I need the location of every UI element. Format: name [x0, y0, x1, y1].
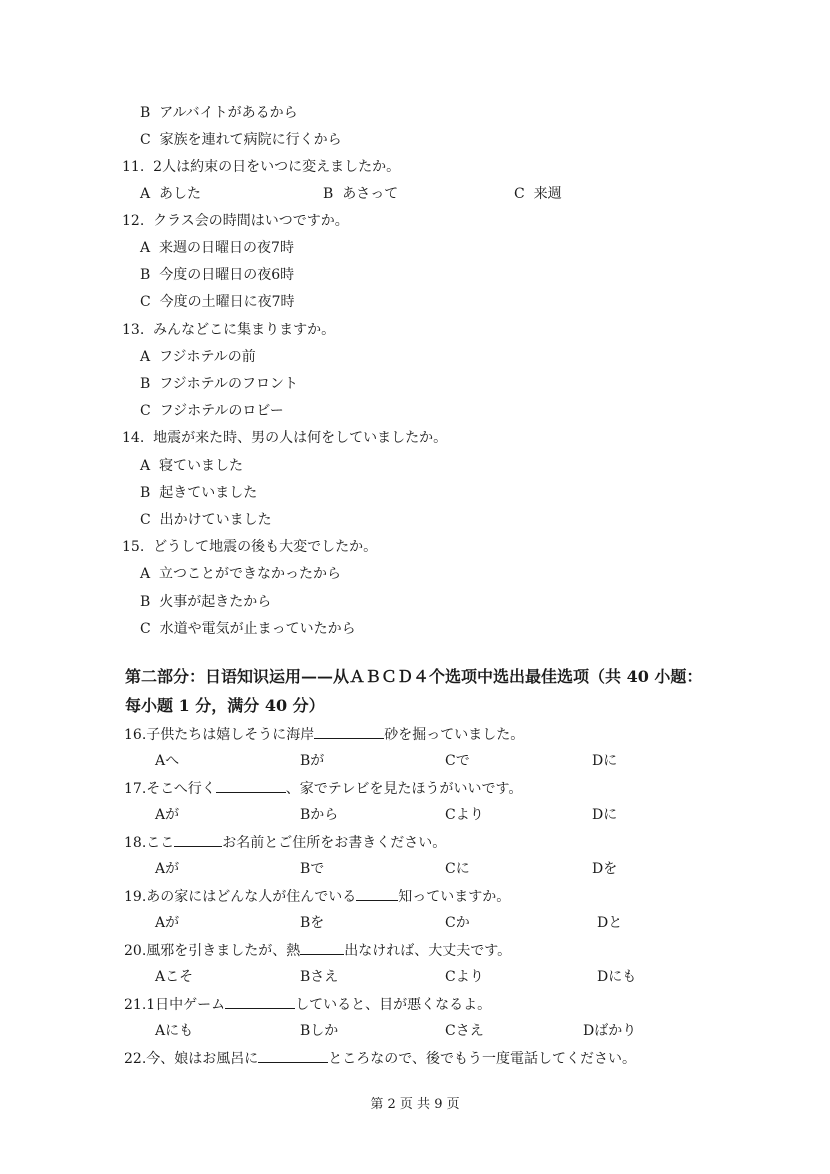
q18-option-b: Bで: [300, 861, 325, 877]
question-11: 11. 2人は約束の日をいつに変えましたか。: [122, 159, 401, 175]
q19-option-d: Dと: [597, 915, 623, 931]
q13-option-a: A フジホテルの前: [140, 349, 256, 365]
q19-option-b: Bを: [300, 915, 325, 931]
question-22: 22.今、娘はお風呂に ところなので、後でもう一度電話してください。: [124, 1048, 636, 1069]
q21-option-c: Cさえ: [445, 1023, 484, 1039]
q14-option-b: B 起きていました: [140, 485, 258, 501]
q14-option-c: C 出かけていました: [140, 512, 272, 528]
q11-option-b: B あさって: [323, 186, 399, 202]
question-15: 15. どうして地震の後も大変でしたか。: [122, 539, 378, 555]
answer-blank: [300, 940, 344, 955]
question-21: 21.1日中ゲーム していると、目が悪くなるよ。: [124, 994, 491, 1015]
q14-option-a: A 寝ていました: [140, 458, 244, 474]
q12-option-c: C 今度の土曜日に夜7時: [140, 294, 295, 310]
q12-option-b: B 今度の日曜日の夜6時: [140, 267, 295, 283]
q21-option-a: Aにも: [155, 1023, 194, 1039]
q21-option-b: Bしか: [300, 1023, 339, 1039]
q19-option-c: Cか: [445, 915, 470, 931]
q20-option-c: Cより: [445, 969, 484, 985]
q19-option-a: Aが: [155, 915, 180, 931]
q12-option-a: A 来週の日曜日の夜7時: [140, 240, 294, 256]
answer-blank: [225, 994, 295, 1009]
section-heading-line1: 第二部分：日语知识运用——从ＡＢＣＤ４个选项中选出最佳选项（共 40 小题：: [125, 667, 703, 686]
q18-option-c: Cに: [445, 861, 470, 877]
q20-option-a: Aこそ: [155, 969, 194, 985]
q21-option-d: Dばかり: [583, 1023, 637, 1039]
q10-option-b: B アルバイトがあるから: [140, 105, 298, 121]
q11-option-c: C 来週: [514, 186, 562, 202]
q18-option-d: Dを: [592, 861, 618, 877]
question-13: 13. みんなどこに集まりますか。: [122, 322, 336, 338]
q18-option-a: Aが: [155, 861, 180, 877]
q20-option-b: Bさえ: [300, 969, 339, 985]
question-17: 17.そこへ行く 、家でテレビを見たほうがいいです。: [124, 778, 522, 799]
q15-option-a: A 立つことができなかったから: [140, 566, 342, 582]
question-14: 14. 地震が来た時、男の人は何をしていましたか。: [122, 430, 448, 446]
question-16: 16.子供たちは嬉しそうに海岸 砂を掘っていました。: [124, 724, 524, 745]
q17-option-a: Aが: [155, 807, 180, 823]
question-12: 12. クラス会の時間はいつですか。: [122, 213, 349, 229]
answer-blank: [174, 832, 222, 847]
question-19: 19.あの家にはどんな人が住んでいる 知っていますか。: [124, 886, 510, 907]
section-heading-line2: 每小题 1 分，满分 40 分）: [125, 696, 325, 715]
answer-blank: [216, 778, 286, 793]
answer-blank: [314, 724, 384, 739]
q13-option-b: B フジホテルのフロント: [140, 376, 298, 392]
q20-option-d: Dにも: [597, 969, 637, 985]
question-18: 18.ここ お名前とご住所をお書きください。: [124, 832, 446, 853]
answer-blank: [258, 1048, 328, 1063]
q16-option-b: Bが: [300, 753, 325, 769]
q11-option-a: A あした: [140, 186, 202, 202]
answer-blank: [356, 886, 398, 901]
page-footer: 第 2 页 共 9 页: [370, 1097, 460, 1112]
q17-option-d: Dに: [592, 807, 618, 823]
q15-option-c: C 水道や電気が止まっていたから: [140, 621, 356, 637]
q16-option-d: Dに: [592, 753, 618, 769]
q15-option-b: B 火事が起きたから: [140, 594, 272, 610]
q17-option-b: Bから: [300, 807, 339, 823]
q16-option-c: Cで: [445, 753, 470, 769]
q17-option-c: Cより: [445, 807, 484, 823]
question-20: 20.風邪を引きましたが、熱 出なければ、大丈夫です。: [124, 940, 511, 961]
q16-option-a: Aへ: [155, 753, 180, 769]
q10-option-c: C 家族を連れて病院に行くから: [140, 132, 342, 148]
q13-option-c: C フジホテルのロビー: [140, 403, 284, 419]
